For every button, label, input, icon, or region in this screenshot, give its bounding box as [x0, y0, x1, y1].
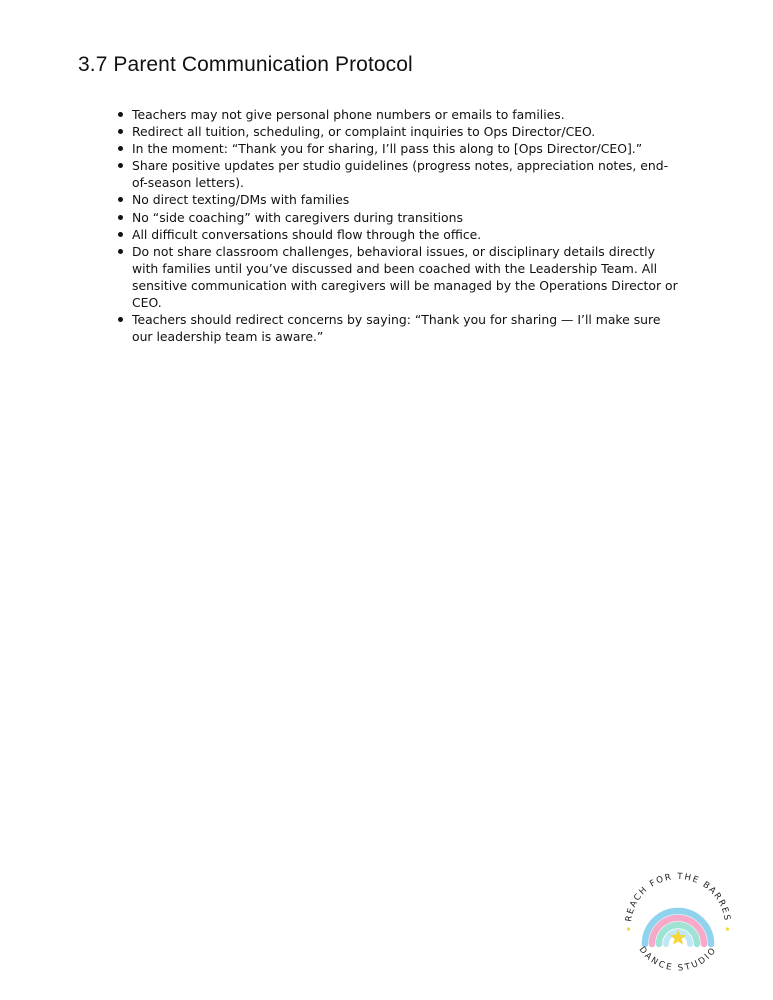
list-item: Redirect all tuition, scheduling, or complaint inquiries to Ops Director/CEO. — [132, 123, 680, 140]
list-item: No direct texting/DMs with families — [132, 191, 680, 208]
list-item: All difficult conversations should flow through the office. — [132, 226, 680, 243]
logo-top-text: REACH FOR THE BARRES — [624, 871, 732, 923]
list-item: No “side coaching” with caregivers during transitions — [132, 209, 680, 226]
dot-right-icon — [726, 927, 729, 930]
list-item: In the moment: “Thank you for sharing, I’ll pass this along to [Ops Director/CEO].” — [132, 140, 680, 157]
studio-logo — [618, 866, 738, 986]
protocol-list — [132, 106, 680, 345]
page-title: 3.7 Parent Communication Protocol — [78, 53, 413, 76]
rainbow-icon — [645, 911, 711, 945]
list-item: Do not share classroom challenges, behavioral issues, or disciplinary details directly with families until you’ve discussed and been coached with the Leadership Team. All sensitive communication with caregivers will be managed by the Operations Director or CEO. — [132, 243, 680, 311]
list-item: Share positive updates per studio guidelines (progress notes, appreciation notes, end-of-season letters). — [132, 157, 680, 191]
svg-text:DANCE STUDIO — [637, 945, 720, 974]
list-item: Teachers should redirect concerns by saying: “Thank you for sharing — I’ll make sure our leadership team is aware.” — [132, 311, 680, 345]
logo-bottom-text: DANCE STUDIO — [636, 944, 720, 974]
list-item: Teachers may not give personal phone numbers or emails to families. — [132, 106, 680, 123]
dot-left-icon — [627, 927, 630, 930]
